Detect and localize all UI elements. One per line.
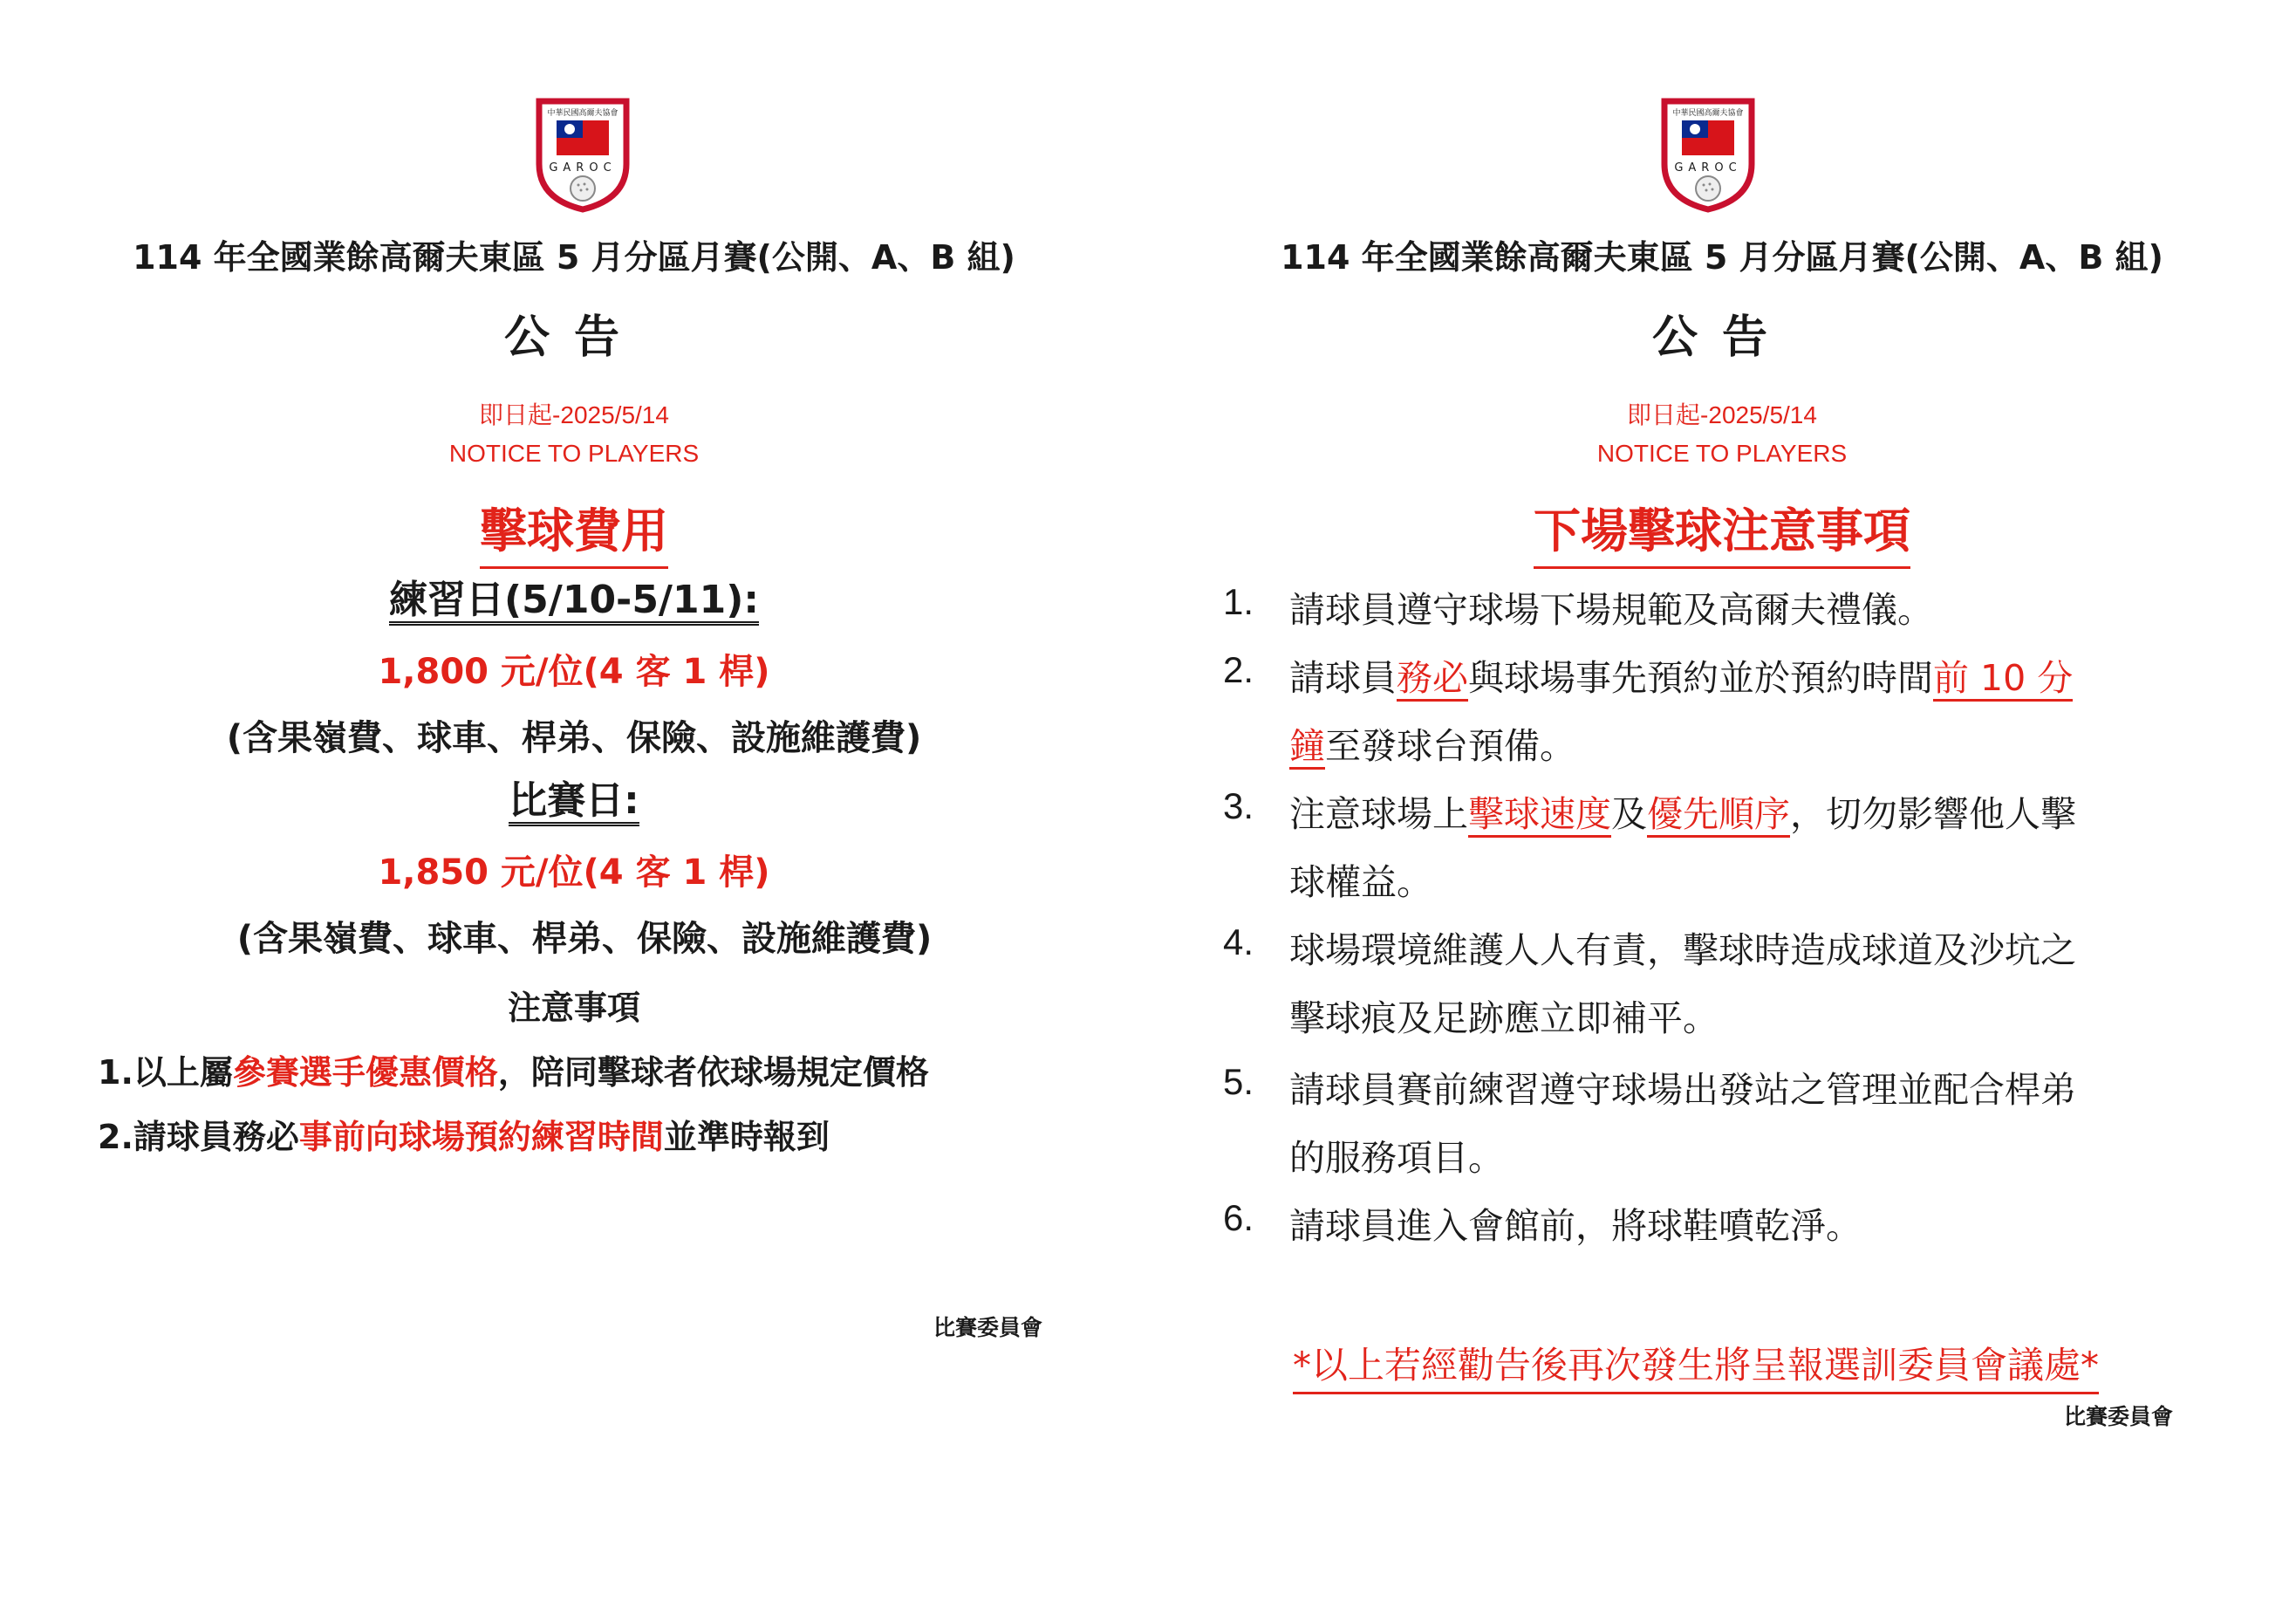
committee-signature: 比賽委員會	[933, 1315, 1043, 1340]
fee-section-title: 擊球費用	[480, 494, 668, 569]
match-day-price: 1,850 元/位(4 客 1 桿)	[378, 853, 770, 893]
note-1-highlight: 參賽選手優惠價格	[232, 1053, 498, 1092]
rule-1-number: 1.	[1223, 581, 1254, 622]
rule-3-text-cont: 球權益。	[1289, 861, 1432, 903]
event-title: 114 年全國業餘高爾夫東區 5 月分區月賽(公開、A、B 組)	[1281, 238, 2163, 277]
rule-3-emphasis-speed: 擊球速度	[1468, 793, 1611, 838]
event-title: 114 年全國業餘高爾夫東區 5 月分區月賽(公開、A、B 組)	[133, 238, 1015, 277]
note-2-highlight: 事前向球場預約練習時間	[298, 1118, 664, 1156]
practice-day-price: 1,800 元/位(4 客 1 桿)	[378, 652, 770, 692]
rule-3-emphasis-priority: 優先順序	[1647, 793, 1790, 838]
rule-4-text: 球場環境維護人人有責，擊球時造成球道及沙坑之	[1289, 929, 2076, 971]
logo-emblem-text: 中華民國高爾夫協會	[547, 109, 618, 118]
practice-day-label: 練習日(5/10-5/11):	[389, 579, 759, 626]
effective-date: 即日起-2025/5/14	[1627, 401, 1817, 428]
practice-day-includes: (含果嶺費、球車、桿弟、保險、設施維護費)	[226, 718, 922, 758]
garoc-logo	[532, 94, 633, 213]
rule-1-text: 請球員遵守球場下場規範及高爾夫禮儀。	[1289, 589, 1933, 631]
announcement-heading: 公告	[1651, 312, 1792, 364]
rule-6-number: 6.	[1223, 1197, 1254, 1238]
rule-4-number: 4.	[1223, 921, 1254, 962]
rule-3-text: 注意球場上擊球速度及優先順序，切勿影響他人擊	[1289, 785, 2076, 837]
note-2: 2.請球員務必事前向球場預約練習時間並準時報到	[98, 1118, 830, 1156]
logo-letters: GAROC	[1674, 161, 1742, 175]
notice-to-players: NOTICE TO PLAYERS	[448, 440, 700, 467]
rule-3-number: 3.	[1223, 785, 1254, 826]
rule-5-number: 5.	[1223, 1061, 1254, 1102]
rule-2-emphasis-time: 前 10 分	[1933, 657, 2073, 702]
rule-2-emphasis-must: 務必	[1397, 657, 1468, 702]
rule-5-text-cont: 的服務項目。	[1289, 1137, 1504, 1179]
notice-to-players: NOTICE TO PLAYERS	[1596, 440, 1848, 467]
announcement-heading: 公告	[503, 312, 644, 364]
garoc-logo	[1657, 94, 1759, 213]
committee-signature: 比賽委員會	[2064, 1404, 2174, 1429]
match-day-includes: (含果嶺費、球車、桿弟、保險、設施維護費)	[236, 919, 933, 959]
rules-section-title: 下場擊球注意事項	[1534, 494, 1910, 569]
note-1: 1.以上屬參賽選手優惠價格，陪同擊球者依球場規定價格	[98, 1053, 929, 1092]
disciplinary-warning: *以上若經勸告後再次發生將呈報選訓委員會議處*	[1253, 1337, 2139, 1389]
rule-2-text: 請球員務必與球場事先預約並於預約時間前 10 分	[1289, 649, 2073, 701]
rule-4-text-cont: 擊球痕及足跡應立即補平。	[1289, 997, 1719, 1039]
notes-heading: 注意事項	[507, 989, 640, 1027]
rule-2-number: 2.	[1223, 649, 1254, 690]
match-day-label: 比賽日:	[509, 780, 639, 826]
logo-letters: GAROC	[549, 161, 617, 175]
rule-6-text: 請球員進入會館前，將球鞋噴乾淨。	[1289, 1205, 1862, 1247]
rule-5-text: 請球員賽前練習遵守球場出發站之管理並配合桿弟	[1289, 1069, 2076, 1111]
logo-emblem-text: 中華民國高爾夫協會	[1672, 109, 1744, 118]
rule-2-text-cont: 鐘至發球台預備。	[1289, 717, 1575, 769]
effective-date: 即日起-2025/5/14	[479, 401, 669, 428]
right-notice-panel	[1148, 0, 2296, 1616]
